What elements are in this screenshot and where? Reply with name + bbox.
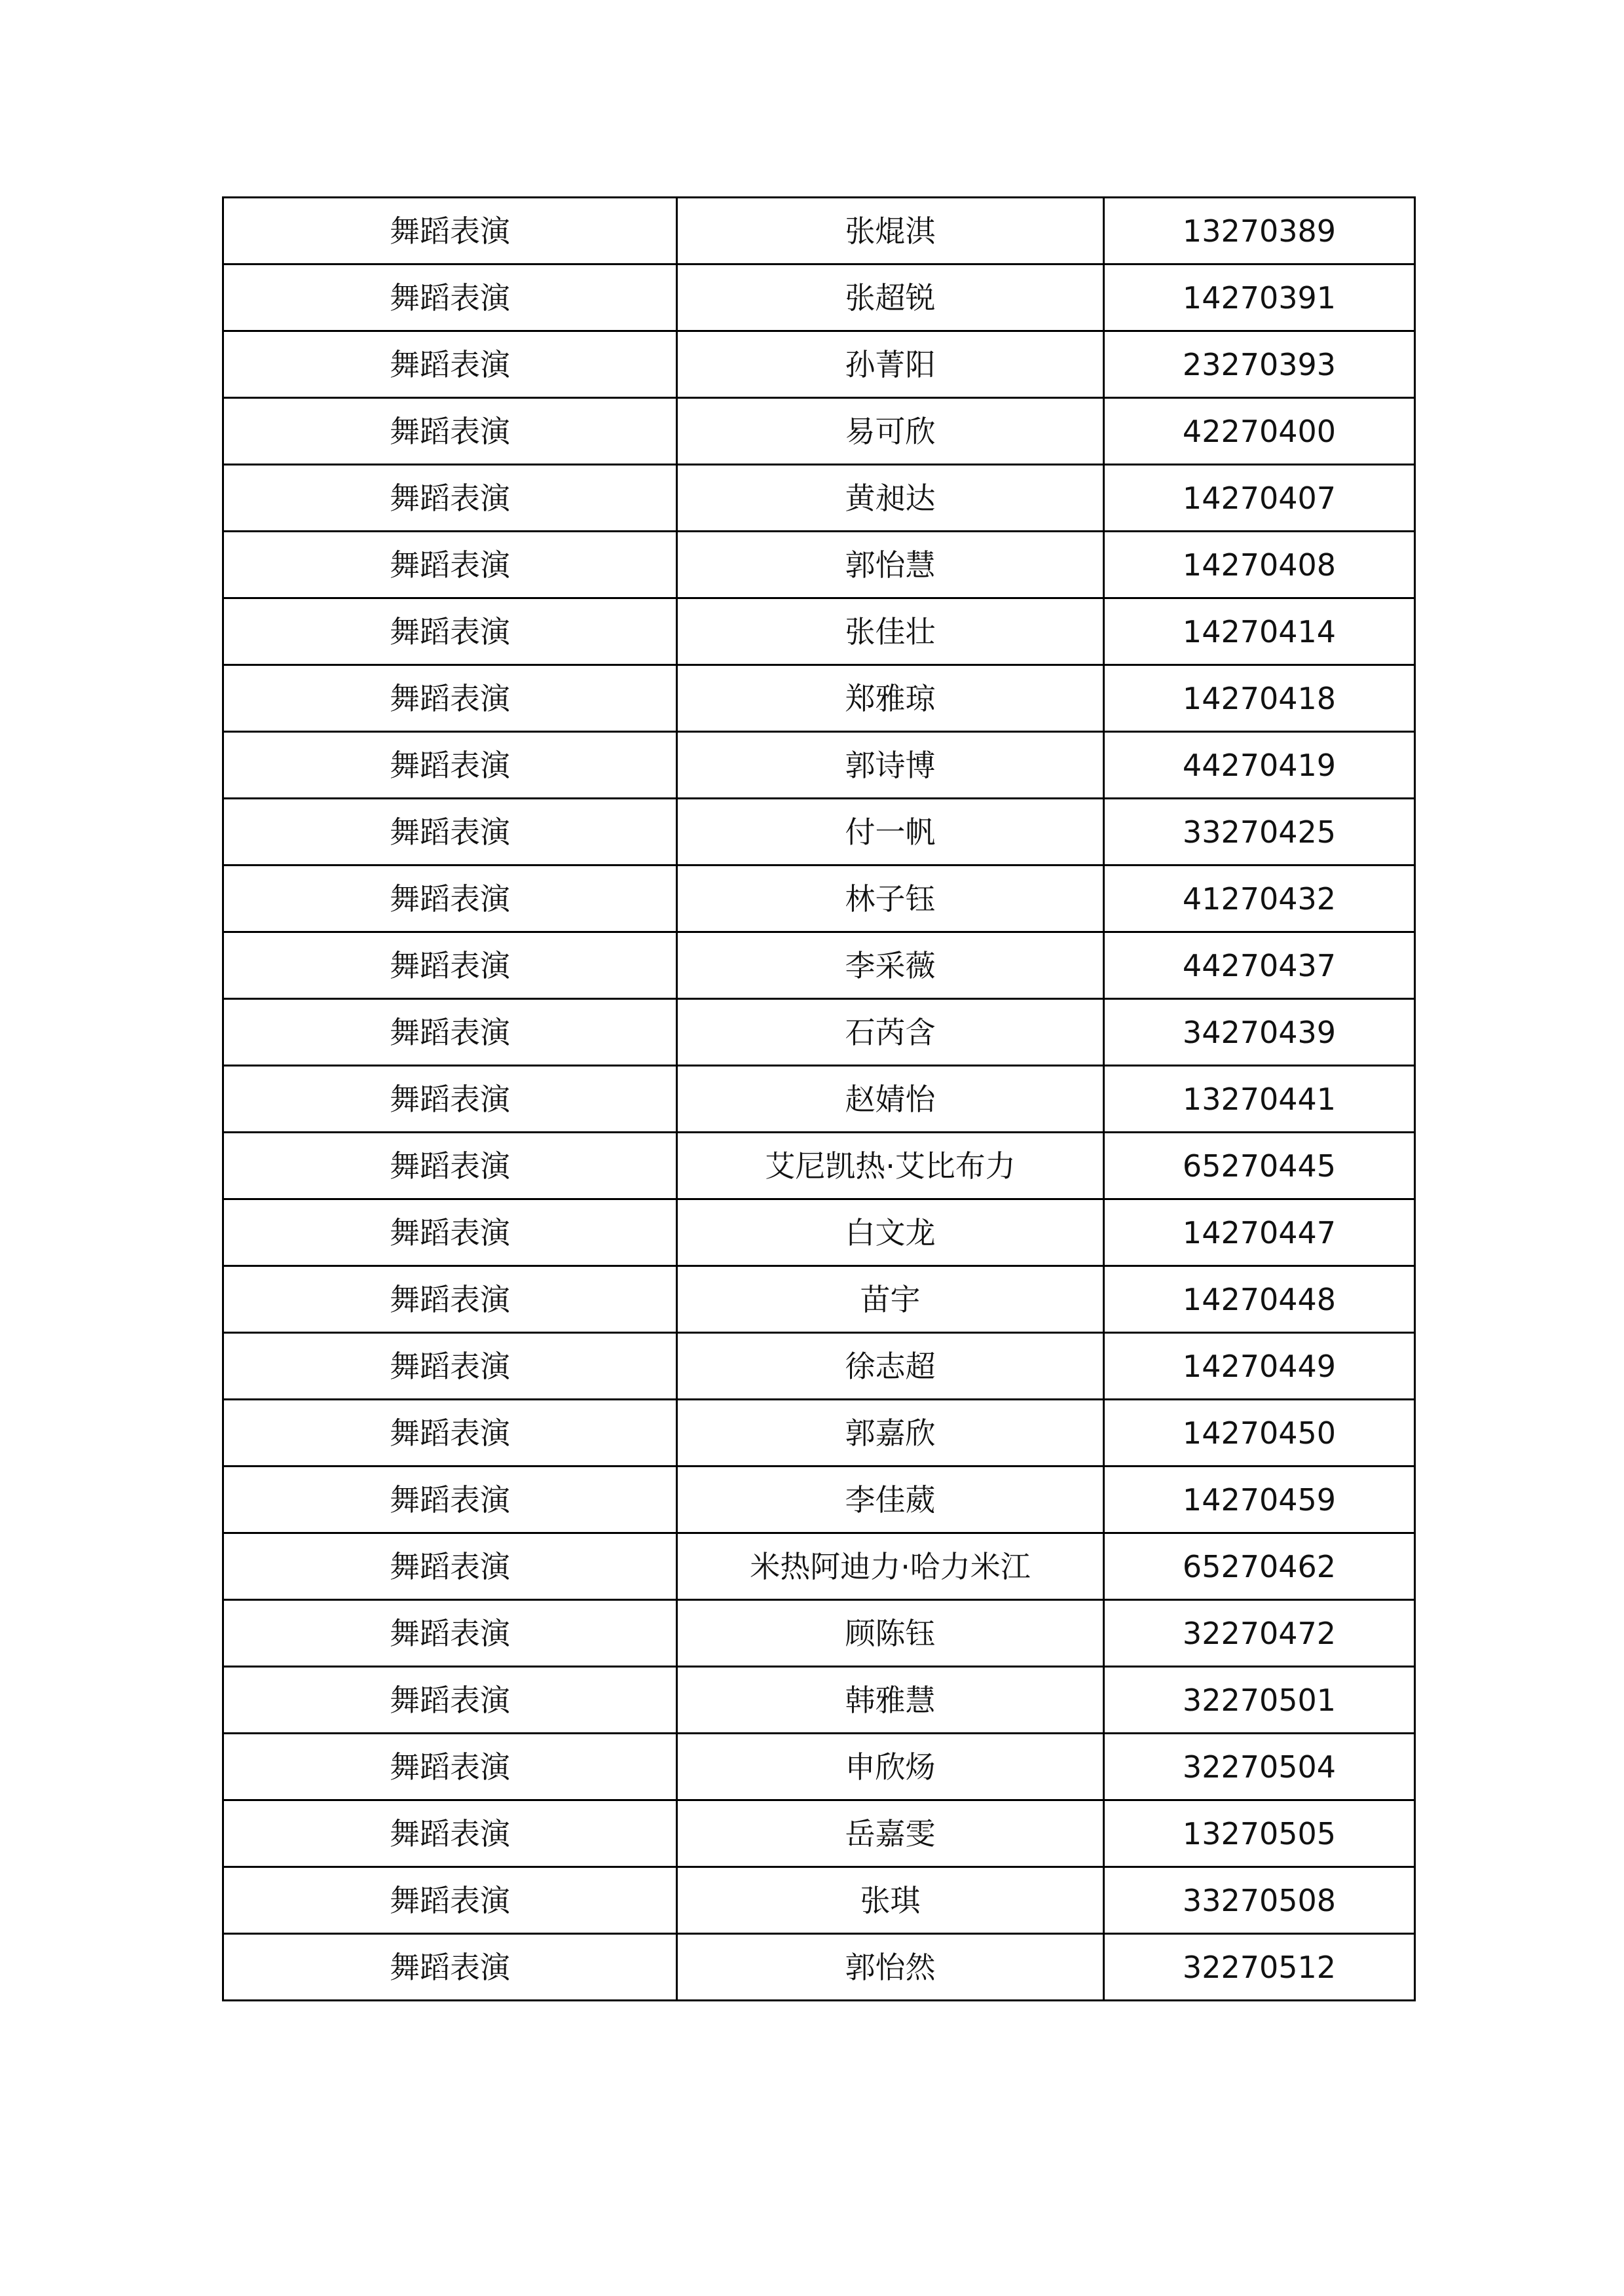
major-cell: 舞蹈表演 — [223, 198, 677, 264]
id-cell: 23270393 — [1104, 331, 1415, 398]
major-cell: 舞蹈表演 — [223, 1800, 677, 1867]
major-cell: 舞蹈表演 — [223, 598, 677, 665]
id-cell: 14270459 — [1104, 1467, 1415, 1533]
table-row — [223, 465, 1415, 532]
major-cell: 舞蹈表演 — [223, 732, 677, 799]
major-cell: 舞蹈表演 — [223, 1133, 677, 1199]
major-cell: 舞蹈表演 — [223, 1667, 677, 1734]
id-cell: 14270414 — [1104, 598, 1415, 665]
major-cell: 舞蹈表演 — [223, 665, 677, 732]
table-row — [223, 999, 1415, 1066]
name-cell: 苗宇 — [677, 1266, 1104, 1333]
roster-table-body — [223, 198, 1415, 2001]
name-cell: 韩雅慧 — [677, 1667, 1104, 1734]
id-cell: 33270425 — [1104, 799, 1415, 866]
major-cell: 舞蹈表演 — [223, 999, 677, 1066]
major-cell: 舞蹈表演 — [223, 264, 677, 331]
table-row — [223, 1133, 1415, 1199]
name-cell: 李佳葳 — [677, 1467, 1104, 1533]
name-cell: 张琪 — [677, 1867, 1104, 1934]
id-cell: 32270512 — [1104, 1934, 1415, 2001]
id-cell: 14270407 — [1104, 465, 1415, 532]
id-cell: 41270432 — [1104, 866, 1415, 932]
table-row — [223, 866, 1415, 932]
id-cell: 44270419 — [1104, 732, 1415, 799]
id-cell: 14270391 — [1104, 264, 1415, 331]
name-cell: 林子钰 — [677, 866, 1104, 932]
table-row — [223, 1533, 1415, 1600]
id-cell: 14270450 — [1104, 1400, 1415, 1467]
table-row — [223, 1266, 1415, 1333]
table-row — [223, 1333, 1415, 1400]
id-cell: 13270389 — [1104, 198, 1415, 264]
table-row — [223, 1600, 1415, 1667]
table-row — [223, 598, 1415, 665]
major-cell: 舞蹈表演 — [223, 1400, 677, 1467]
roster-table — [222, 196, 1416, 2001]
table-row — [223, 1467, 1415, 1533]
name-cell: 李采薇 — [677, 932, 1104, 999]
name-cell: 黄昶达 — [677, 465, 1104, 532]
table-row — [223, 1667, 1415, 1734]
id-cell: 65270445 — [1104, 1133, 1415, 1199]
table-row — [223, 1400, 1415, 1467]
table-row — [223, 732, 1415, 799]
major-cell: 舞蹈表演 — [223, 932, 677, 999]
major-cell: 舞蹈表演 — [223, 1533, 677, 1600]
table-row — [223, 264, 1415, 331]
name-cell: 张超锐 — [677, 264, 1104, 331]
major-cell: 舞蹈表演 — [223, 1467, 677, 1533]
id-cell: 32270501 — [1104, 1667, 1415, 1734]
major-cell: 舞蹈表演 — [223, 398, 677, 465]
name-cell: 易可欣 — [677, 398, 1104, 465]
table-row — [223, 1867, 1415, 1934]
table-row — [223, 932, 1415, 999]
major-cell: 舞蹈表演 — [223, 1600, 677, 1667]
id-cell: 42270400 — [1104, 398, 1415, 465]
major-cell: 舞蹈表演 — [223, 331, 677, 398]
id-cell: 32270504 — [1104, 1734, 1415, 1800]
name-cell: 张佳壮 — [677, 598, 1104, 665]
name-cell: 顾陈钰 — [677, 1600, 1104, 1667]
id-cell: 14270449 — [1104, 1333, 1415, 1400]
table-row — [223, 1199, 1415, 1266]
id-cell: 65270462 — [1104, 1533, 1415, 1600]
table-row — [223, 198, 1415, 264]
name-cell: 艾尼凯热·艾比布力 — [677, 1133, 1104, 1199]
name-cell: 孙菁阳 — [677, 331, 1104, 398]
name-cell: 郭诗博 — [677, 732, 1104, 799]
id-cell: 33270508 — [1104, 1867, 1415, 1934]
major-cell: 舞蹈表演 — [223, 1066, 677, 1133]
major-cell: 舞蹈表演 — [223, 465, 677, 532]
major-cell: 舞蹈表演 — [223, 1934, 677, 2001]
id-cell: 32270472 — [1104, 1600, 1415, 1667]
major-cell: 舞蹈表演 — [223, 866, 677, 932]
major-cell: 舞蹈表演 — [223, 799, 677, 866]
id-cell: 14270447 — [1104, 1199, 1415, 1266]
id-cell: 14270448 — [1104, 1266, 1415, 1333]
table-row — [223, 799, 1415, 866]
major-cell: 舞蹈表演 — [223, 1199, 677, 1266]
major-cell: 舞蹈表演 — [223, 1734, 677, 1800]
major-cell: 舞蹈表演 — [223, 1867, 677, 1934]
table-row — [223, 1934, 1415, 2001]
table-row — [223, 1734, 1415, 1800]
table-row — [223, 398, 1415, 465]
name-cell: 郭怡慧 — [677, 532, 1104, 598]
name-cell: 申欣炀 — [677, 1734, 1104, 1800]
name-cell: 赵婧怡 — [677, 1066, 1104, 1133]
table-row — [223, 1066, 1415, 1133]
id-cell: 34270439 — [1104, 999, 1415, 1066]
major-cell: 舞蹈表演 — [223, 1266, 677, 1333]
major-cell: 舞蹈表演 — [223, 1333, 677, 1400]
id-cell: 13270505 — [1104, 1800, 1415, 1867]
table-row — [223, 1800, 1415, 1867]
major-cell: 舞蹈表演 — [223, 532, 677, 598]
name-cell: 付一帆 — [677, 799, 1104, 866]
id-cell: 44270437 — [1104, 932, 1415, 999]
name-cell: 石芮含 — [677, 999, 1104, 1066]
name-cell: 白文龙 — [677, 1199, 1104, 1266]
table-row — [223, 665, 1415, 732]
name-cell: 郭嘉欣 — [677, 1400, 1104, 1467]
name-cell: 郭怡然 — [677, 1934, 1104, 2001]
table-row — [223, 331, 1415, 398]
table-row — [223, 532, 1415, 598]
id-cell: 14270418 — [1104, 665, 1415, 732]
name-cell: 米热阿迪力·哈力米江 — [677, 1533, 1104, 1600]
name-cell: 张焜淇 — [677, 198, 1104, 264]
id-cell: 13270441 — [1104, 1066, 1415, 1133]
id-cell: 14270408 — [1104, 532, 1415, 598]
name-cell: 岳嘉雯 — [677, 1800, 1104, 1867]
name-cell: 徐志超 — [677, 1333, 1104, 1400]
name-cell: 郑雅琼 — [677, 665, 1104, 732]
